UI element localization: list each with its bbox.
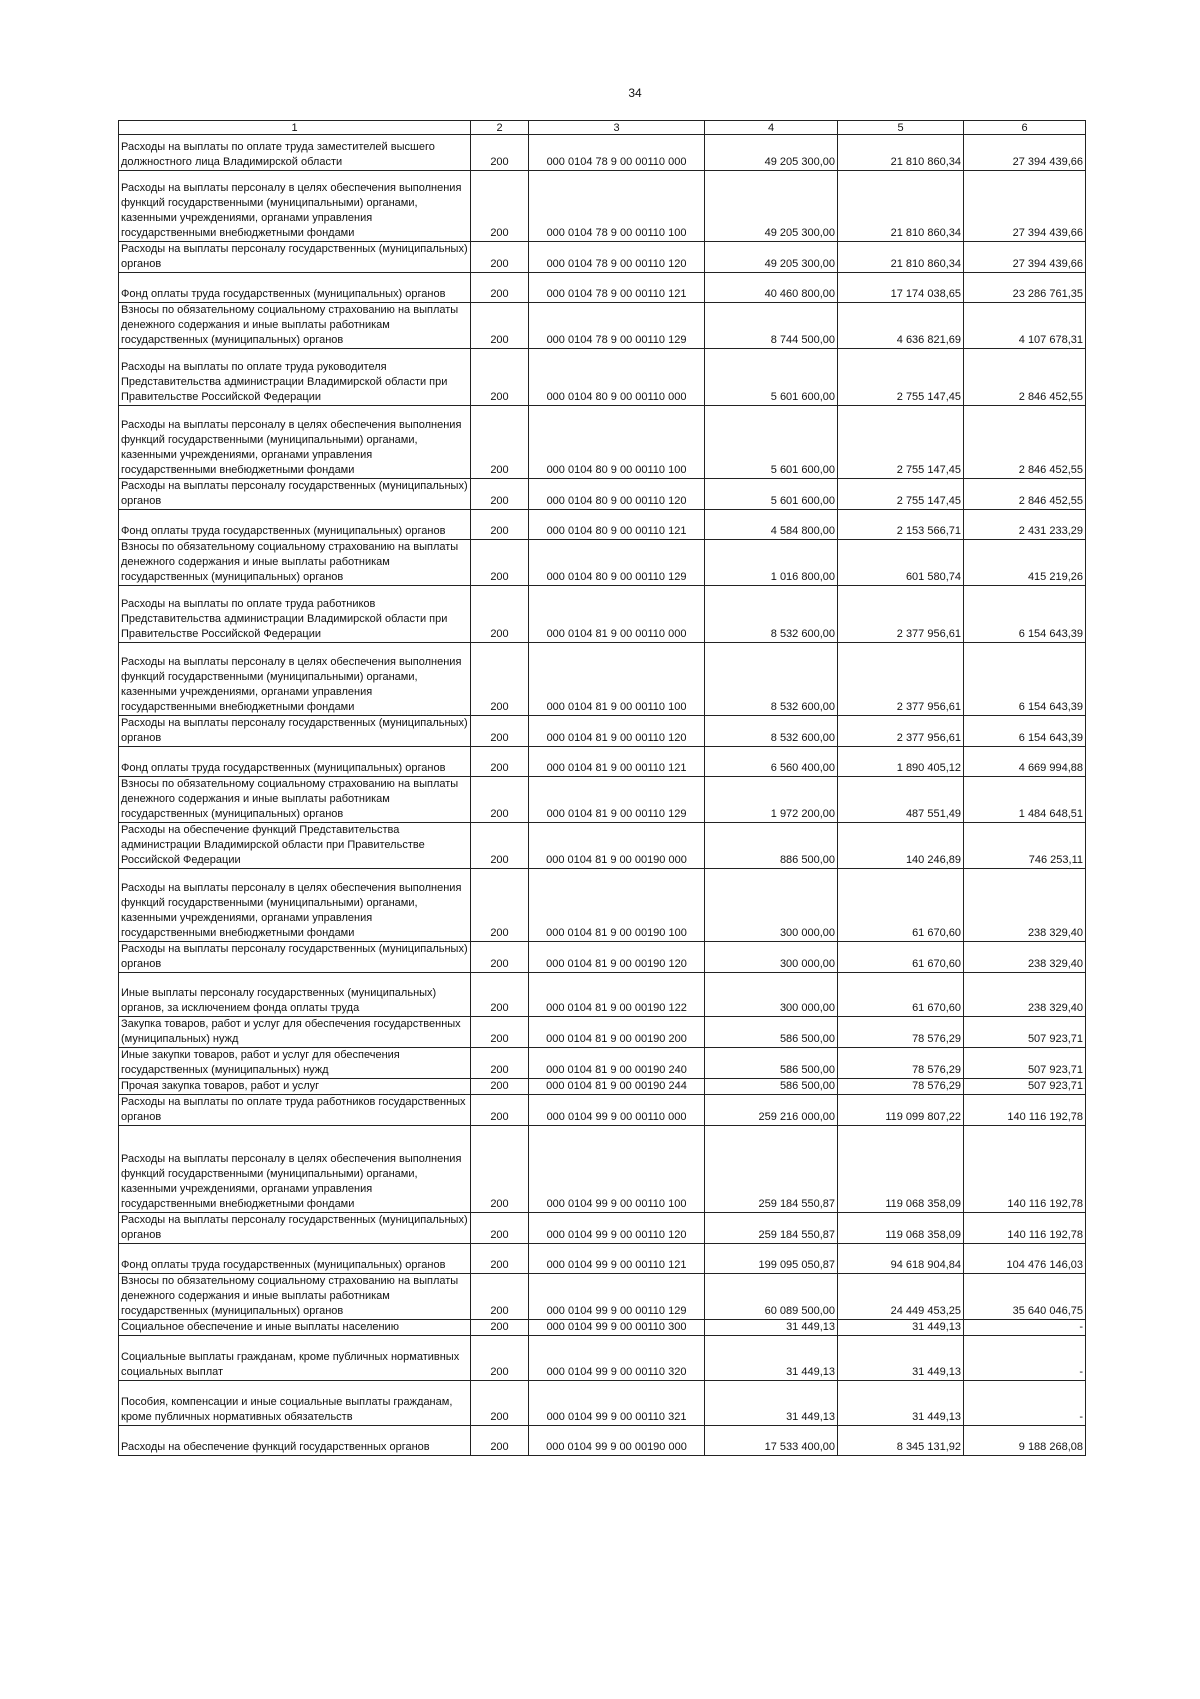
- row-admin-code: 200: [471, 1381, 529, 1426]
- table-row: [119, 1274, 1086, 1320]
- row-unexecuted-amount: 6 154 643,39: [964, 586, 1086, 643]
- row-admin-code: 200: [471, 973, 529, 1017]
- row-budget-code: 000 0104 81 9 00 00110 121: [529, 747, 705, 777]
- row-admin-code: 200: [471, 823, 529, 869]
- row-executed-amount: 2 755 147,45: [838, 349, 964, 406]
- row-budget-code: 000 0104 99 9 00 00110 300: [529, 1320, 705, 1336]
- row-executed-amount: 2 377 956,61: [838, 586, 964, 643]
- row-executed-amount: 94 618 904,84: [838, 1244, 964, 1274]
- table-row: [119, 406, 1086, 479]
- row-executed-amount: 8 345 131,92: [838, 1426, 964, 1456]
- row-executed-amount: 24 449 453,25: [838, 1274, 964, 1320]
- row-unexecuted-amount: -: [964, 1336, 1086, 1381]
- row-budget-code: 000 0104 99 9 00 00110 321: [529, 1381, 705, 1426]
- row-admin-code: 200: [471, 1126, 529, 1213]
- row-description: Расходы на выплаты персоналу в целях обеспечения выполнения функций государственными (муниципальными) органами, казенными учреждениями, органами управления государственными внебюджетными фондами: [119, 406, 471, 479]
- row-admin-code: 200: [471, 716, 529, 747]
- row-unexecuted-amount: 140 116 192,78: [964, 1095, 1086, 1126]
- table-row: [119, 973, 1086, 1017]
- table-row: [119, 823, 1086, 869]
- table-row: [119, 171, 1086, 242]
- row-approved-amount: 40 460 800,00: [705, 273, 838, 303]
- row-unexecuted-amount: 104 476 146,03: [964, 1244, 1086, 1274]
- row-approved-amount: 259 184 550,87: [705, 1213, 838, 1244]
- row-description: Расходы на выплаты персоналу в целях обеспечения выполнения функций государственными (муниципальными) органами, казенными учреждениями, органами управления государственными внебюджетными фондами: [119, 869, 471, 942]
- row-admin-code: 200: [471, 1336, 529, 1381]
- row-executed-amount: 31 449,13: [838, 1381, 964, 1426]
- table-row: [119, 1126, 1086, 1213]
- row-description: Расходы на выплаты персоналу государственных (муниципальных) органов: [119, 942, 471, 973]
- table-row: [119, 777, 1086, 823]
- row-budget-code: 000 0104 81 9 00 00190 122: [529, 973, 705, 1017]
- row-unexecuted-amount: 238 329,40: [964, 942, 1086, 973]
- row-description: Расходы на обеспечение функций государственных органов: [119, 1426, 471, 1456]
- row-unexecuted-amount: 140 116 192,78: [964, 1213, 1086, 1244]
- row-description: Взносы по обязательному социальному страхованию на выплаты денежного содержания и иные выплаты работникам государственных (муниципальных) органов: [119, 540, 471, 586]
- table-row: [119, 303, 1086, 349]
- table-row: [119, 1048, 1086, 1079]
- row-approved-amount: 259 216 000,00: [705, 1095, 838, 1126]
- row-unexecuted-amount: 507 923,71: [964, 1079, 1086, 1095]
- row-admin-code: 200: [471, 1048, 529, 1079]
- row-admin-code: 200: [471, 1244, 529, 1274]
- row-executed-amount: 140 246,89: [838, 823, 964, 869]
- row-approved-amount: 300 000,00: [705, 973, 838, 1017]
- row-budget-code: 000 0104 99 9 00 00110 100: [529, 1126, 705, 1213]
- row-description: Пособия, компенсации и иные социальные выплаты гражданам, кроме публичных нормативных обязательств: [119, 1381, 471, 1426]
- row-approved-amount: 5 601 600,00: [705, 349, 838, 406]
- row-budget-code: 000 0104 81 9 00 00190 120: [529, 942, 705, 973]
- row-approved-amount: 49 205 300,00: [705, 135, 838, 171]
- row-description: Расходы на обеспечение функций Представительства администрации Владимирской области при Правительстве Российской Федерации: [119, 823, 471, 869]
- row-unexecuted-amount: 27 394 439,66: [964, 242, 1086, 273]
- row-description: Расходы на выплаты по оплате труда работников Представительства администрации Владимирской области при Правительстве Российской Федерации: [119, 586, 471, 643]
- table-row: [119, 1095, 1086, 1126]
- row-unexecuted-amount: 2 846 452,55: [964, 479, 1086, 510]
- table-row: [119, 1336, 1086, 1381]
- row-description: Расходы на выплаты по оплате труда работников государственных органов: [119, 1095, 471, 1126]
- row-admin-code: 200: [471, 303, 529, 349]
- row-admin-code: 200: [471, 747, 529, 777]
- row-description: Взносы по обязательному социальному страхованию на выплаты денежного содержания и иные выплаты работникам государственных (муниципальных) органов: [119, 303, 471, 349]
- row-approved-amount: 8 532 600,00: [705, 586, 838, 643]
- row-approved-amount: 259 184 550,87: [705, 1126, 838, 1213]
- row-admin-code: 200: [471, 1017, 529, 1048]
- row-approved-amount: 1 016 800,00: [705, 540, 838, 586]
- row-executed-amount: 2 377 956,61: [838, 643, 964, 716]
- row-approved-amount: 300 000,00: [705, 942, 838, 973]
- row-description: Расходы на выплаты персоналу государственных (муниципальных) органов: [119, 716, 471, 747]
- col-header-2: 2: [471, 121, 529, 135]
- row-approved-amount: 5 601 600,00: [705, 406, 838, 479]
- table-row: [119, 1381, 1086, 1426]
- row-description: Закупка товаров, работ и услуг для обеспечения государственных (муниципальных) нужд: [119, 1017, 471, 1048]
- table-row: [119, 1079, 1086, 1095]
- col-header-6: 6: [964, 121, 1086, 135]
- row-unexecuted-amount: 415 219,26: [964, 540, 1086, 586]
- row-description: Фонд оплаты труда государственных (муниципальных) органов: [119, 747, 471, 777]
- row-admin-code: 200: [471, 1079, 529, 1095]
- table-row: [119, 586, 1086, 643]
- row-unexecuted-amount: 4 669 994,88: [964, 747, 1086, 777]
- table-row: [119, 510, 1086, 540]
- row-admin-code: 200: [471, 510, 529, 540]
- row-budget-code: 000 0104 81 9 00 00190 240: [529, 1048, 705, 1079]
- row-budget-code: 000 0104 80 9 00 00110 121: [529, 510, 705, 540]
- row-admin-code: 200: [471, 869, 529, 942]
- row-description: Расходы на выплаты по оплате труда руководителя Представительства администрации Владимирской области при Правительстве Российской Федерации: [119, 349, 471, 406]
- row-admin-code: 200: [471, 586, 529, 643]
- row-budget-code: 000 0104 80 9 00 00110 120: [529, 479, 705, 510]
- row-executed-amount: 2 153 566,71: [838, 510, 964, 540]
- row-approved-amount: 60 089 500,00: [705, 1274, 838, 1320]
- row-budget-code: 000 0104 81 9 00 00110 120: [529, 716, 705, 747]
- row-unexecuted-amount: -: [964, 1320, 1086, 1336]
- row-unexecuted-amount: -: [964, 1381, 1086, 1426]
- row-executed-amount: 17 174 038,65: [838, 273, 964, 303]
- row-description: Взносы по обязательному социальному страхованию на выплаты денежного содержания и иные выплаты работникам государственных (муниципальных) органов: [119, 1274, 471, 1320]
- row-unexecuted-amount: 27 394 439,66: [964, 135, 1086, 171]
- col-header-3: 3: [529, 121, 705, 135]
- row-approved-amount: 1 972 200,00: [705, 777, 838, 823]
- row-budget-code: 000 0104 99 9 00 00110 320: [529, 1336, 705, 1381]
- row-unexecuted-amount: 238 329,40: [964, 869, 1086, 942]
- row-description: Взносы по обязательному социальному страхованию на выплаты денежного содержания и иные выплаты работникам государственных (муниципальных) органов: [119, 777, 471, 823]
- table-row: [119, 869, 1086, 942]
- row-admin-code: 200: [471, 1320, 529, 1336]
- page-number: 34: [628, 86, 642, 100]
- row-approved-amount: 586 500,00: [705, 1017, 838, 1048]
- row-unexecuted-amount: 6 154 643,39: [964, 716, 1086, 747]
- row-executed-amount: 21 810 860,34: [838, 135, 964, 171]
- row-description: Фонд оплаты труда государственных (муниципальных) органов: [119, 510, 471, 540]
- row-description: Фонд оплаты труда государственных (муниципальных) органов: [119, 273, 471, 303]
- table-row: [119, 540, 1086, 586]
- row-executed-amount: 4 636 821,69: [838, 303, 964, 349]
- row-unexecuted-amount: 9 188 268,08: [964, 1426, 1086, 1456]
- row-executed-amount: 21 810 860,34: [838, 242, 964, 273]
- row-budget-code: 000 0104 80 9 00 00110 100: [529, 406, 705, 479]
- row-unexecuted-amount: 2 431 233,29: [964, 510, 1086, 540]
- row-budget-code: 000 0104 81 9 00 00190 000: [529, 823, 705, 869]
- row-executed-amount: 2 377 956,61: [838, 716, 964, 747]
- table-row: [119, 349, 1086, 406]
- row-unexecuted-amount: 27 394 439,66: [964, 171, 1086, 242]
- row-description: Расходы на выплаты персоналу в целях обеспечения выполнения функций государственными (муниципальными) органами, казенными учреждениями, органами управления государственными внебюджетными фондами: [119, 1126, 471, 1213]
- row-unexecuted-amount: 2 846 452,55: [964, 349, 1086, 406]
- row-description: Расходы на выплаты персоналу в целях обеспечения выполнения функций государственными (муниципальными) органами, казенными учреждениями, органами управления государственными внебюджетными фондами: [119, 643, 471, 716]
- header-row: [119, 121, 1086, 135]
- budget-table: [118, 120, 1086, 1456]
- row-approved-amount: 586 500,00: [705, 1079, 838, 1095]
- row-admin-code: 200: [471, 1095, 529, 1126]
- table-row: [119, 1426, 1086, 1456]
- row-unexecuted-amount: 2 846 452,55: [964, 406, 1086, 479]
- table-row: [119, 942, 1086, 973]
- row-approved-amount: 49 205 300,00: [705, 171, 838, 242]
- row-description: Иные закупки товаров, работ и услуг для обеспечения государственных (муниципальных) нужд: [119, 1048, 471, 1079]
- row-unexecuted-amount: 23 286 761,35: [964, 273, 1086, 303]
- row-executed-amount: 61 670,60: [838, 869, 964, 942]
- row-description: Расходы на выплаты персоналу в целях обеспечения выполнения функций государственными (муниципальными) органами, казенными учреждениями, органами управления государственными внебюджетными фондами: [119, 171, 471, 242]
- row-admin-code: 200: [471, 406, 529, 479]
- row-admin-code: 200: [471, 777, 529, 823]
- row-approved-amount: 49 205 300,00: [705, 242, 838, 273]
- row-description: Расходы на выплаты персоналу государственных (муниципальных) органов: [119, 479, 471, 510]
- row-admin-code: 200: [471, 273, 529, 303]
- col-header-5: 5: [838, 121, 964, 135]
- row-executed-amount: 31 449,13: [838, 1336, 964, 1381]
- row-approved-amount: 886 500,00: [705, 823, 838, 869]
- row-description: Расходы на выплаты персоналу государственных (муниципальных) органов: [119, 242, 471, 273]
- row-budget-code: 000 0104 99 9 00 00110 000: [529, 1095, 705, 1126]
- table-body: [119, 135, 1086, 1456]
- row-admin-code: 200: [471, 479, 529, 510]
- row-approved-amount: 8 532 600,00: [705, 716, 838, 747]
- row-executed-amount: 601 580,74: [838, 540, 964, 586]
- row-executed-amount: 78 576,29: [838, 1017, 964, 1048]
- row-budget-code: 000 0104 80 9 00 00110 000: [529, 349, 705, 406]
- row-executed-amount: 2 755 147,45: [838, 406, 964, 479]
- row-budget-code: 000 0104 81 9 00 00190 200: [529, 1017, 705, 1048]
- col-header-4: 4: [705, 121, 838, 135]
- row-unexecuted-amount: 238 329,40: [964, 973, 1086, 1017]
- row-budget-code: 000 0104 78 9 00 00110 120: [529, 242, 705, 273]
- row-budget-code: 000 0104 81 9 00 00110 100: [529, 643, 705, 716]
- row-admin-code: 200: [471, 1426, 529, 1456]
- row-budget-code: 000 0104 81 9 00 00110 129: [529, 777, 705, 823]
- row-approved-amount: 31 449,13: [705, 1381, 838, 1426]
- row-unexecuted-amount: 140 116 192,78: [964, 1126, 1086, 1213]
- table-row: [119, 135, 1086, 171]
- row-admin-code: 200: [471, 242, 529, 273]
- table-row: [119, 1320, 1086, 1336]
- row-approved-amount: 8 744 500,00: [705, 303, 838, 349]
- row-description: Расходы на выплаты персоналу государственных (муниципальных) органов: [119, 1213, 471, 1244]
- table-row: [119, 273, 1086, 303]
- row-budget-code: 000 0104 80 9 00 00110 129: [529, 540, 705, 586]
- row-description: Расходы на выплаты по оплате труда заместителей высшего должностного лица Владимирской области: [119, 135, 471, 171]
- row-approved-amount: 199 095 050,87: [705, 1244, 838, 1274]
- row-admin-code: 200: [471, 643, 529, 716]
- table-row: [119, 1017, 1086, 1048]
- row-executed-amount: 31 449,13: [838, 1320, 964, 1336]
- row-approved-amount: 300 000,00: [705, 869, 838, 942]
- row-executed-amount: 21 810 860,34: [838, 171, 964, 242]
- row-budget-code: 000 0104 81 9 00 00110 000: [529, 586, 705, 643]
- row-approved-amount: 4 584 800,00: [705, 510, 838, 540]
- row-description: Социальные выплаты гражданам, кроме публичных нормативных социальных выплат: [119, 1336, 471, 1381]
- table-row: [119, 479, 1086, 510]
- row-executed-amount: 2 755 147,45: [838, 479, 964, 510]
- row-description: Иные выплаты персоналу государственных (муниципальных) органов, за исключением фонда оплаты труда: [119, 973, 471, 1017]
- row-approved-amount: 31 449,13: [705, 1336, 838, 1381]
- row-admin-code: 200: [471, 135, 529, 171]
- row-admin-code: 200: [471, 1213, 529, 1244]
- row-description: Прочая закупка товаров, работ и услуг: [119, 1079, 471, 1095]
- row-executed-amount: 487 551,49: [838, 777, 964, 823]
- row-executed-amount: 119 068 358,09: [838, 1126, 964, 1213]
- row-admin-code: 200: [471, 171, 529, 242]
- row-executed-amount: 78 576,29: [838, 1079, 964, 1095]
- row-admin-code: 200: [471, 540, 529, 586]
- row-approved-amount: 6 560 400,00: [705, 747, 838, 777]
- row-approved-amount: 586 500,00: [705, 1048, 838, 1079]
- row-executed-amount: 78 576,29: [838, 1048, 964, 1079]
- row-executed-amount: 1 890 405,12: [838, 747, 964, 777]
- row-unexecuted-amount: 4 107 678,31: [964, 303, 1086, 349]
- row-description: Фонд оплаты труда государственных (муниципальных) органов: [119, 1244, 471, 1274]
- row-approved-amount: 31 449,13: [705, 1320, 838, 1336]
- row-executed-amount: 119 099 807,22: [838, 1095, 964, 1126]
- row-executed-amount: 61 670,60: [838, 942, 964, 973]
- row-budget-code: 000 0104 78 9 00 00110 121: [529, 273, 705, 303]
- row-unexecuted-amount: 1 484 648,51: [964, 777, 1086, 823]
- row-description: Социальное обеспечение и иные выплаты населению: [119, 1320, 471, 1336]
- row-budget-code: 000 0104 78 9 00 00110 000: [529, 135, 705, 171]
- row-unexecuted-amount: 35 640 046,75: [964, 1274, 1086, 1320]
- row-budget-code: 000 0104 99 9 00 00110 129: [529, 1274, 705, 1320]
- row-budget-code: 000 0104 99 9 00 00110 121: [529, 1244, 705, 1274]
- row-unexecuted-amount: 746 253,11: [964, 823, 1086, 869]
- row-executed-amount: 119 068 358,09: [838, 1213, 964, 1244]
- row-approved-amount: 8 532 600,00: [705, 643, 838, 716]
- row-budget-code: 000 0104 99 9 00 00110 120: [529, 1213, 705, 1244]
- row-budget-code: 000 0104 78 9 00 00110 129: [529, 303, 705, 349]
- table-row: [119, 1244, 1086, 1274]
- row-approved-amount: 17 533 400,00: [705, 1426, 838, 1456]
- row-admin-code: 200: [471, 942, 529, 973]
- row-budget-code: 000 0104 81 9 00 00190 100: [529, 869, 705, 942]
- row-unexecuted-amount: 507 923,71: [964, 1048, 1086, 1079]
- row-approved-amount: 5 601 600,00: [705, 479, 838, 510]
- row-budget-code: 000 0104 81 9 00 00190 244: [529, 1079, 705, 1095]
- table-row: [119, 1213, 1086, 1244]
- row-unexecuted-amount: 6 154 643,39: [964, 643, 1086, 716]
- row-executed-amount: 61 670,60: [838, 973, 964, 1017]
- table-row: [119, 242, 1086, 273]
- row-admin-code: 200: [471, 1274, 529, 1320]
- table-row: [119, 716, 1086, 747]
- table-row: [119, 747, 1086, 777]
- col-header-1: 1: [119, 121, 471, 135]
- row-budget-code: 000 0104 99 9 00 00190 000: [529, 1426, 705, 1456]
- row-unexecuted-amount: 507 923,71: [964, 1017, 1086, 1048]
- table-row: [119, 643, 1086, 716]
- row-budget-code: 000 0104 78 9 00 00110 100: [529, 171, 705, 242]
- row-admin-code: 200: [471, 349, 529, 406]
